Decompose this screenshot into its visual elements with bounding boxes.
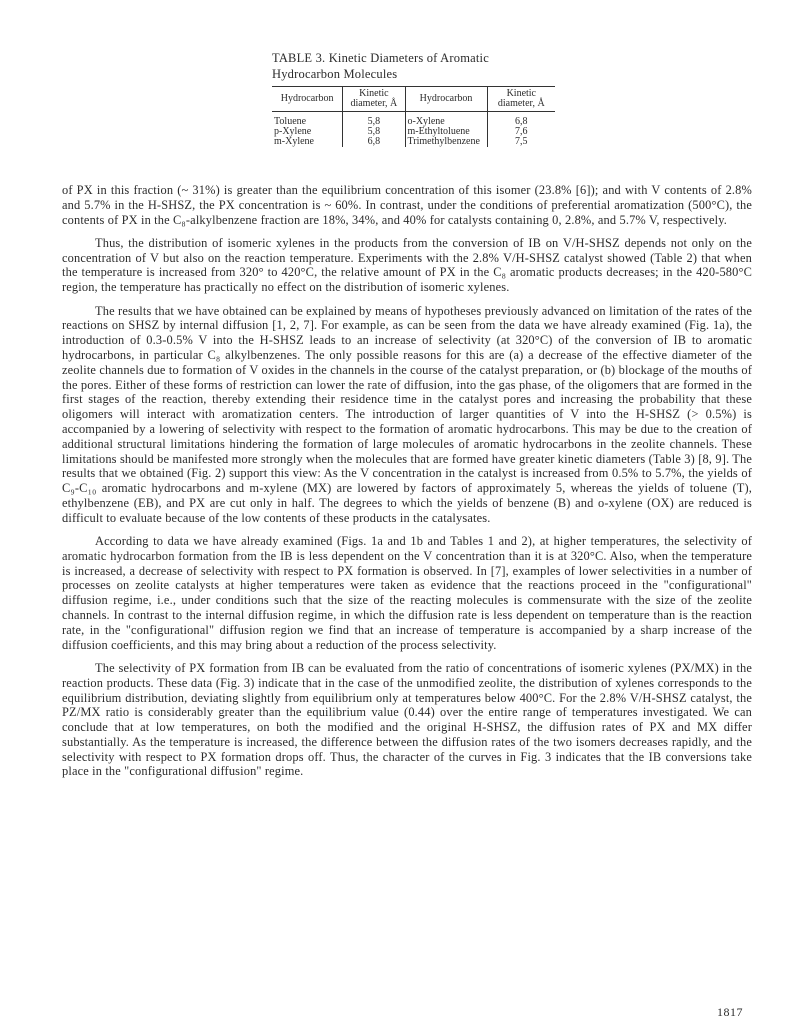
table-cell: 6,8 xyxy=(487,112,555,128)
column-header: Hydrocarbon xyxy=(280,93,334,104)
paragraph: of PX in this fraction (~ 31%) is greater than the equilibrium concentration of this isomer (23.8% [6]); and with V contents of 2.8% and 5.7% in the H-SHSZ, the PX concentration is ~ 60%. In contrast, under the conditions of preferential aromatization (500°C), the contents of PX in the C₈-alkylbenzene fraction are 18%, 34%, and 40% for catalysts containing 0, 2.8%, and 5.7% V, respectively. xyxy=(62,183,752,227)
kinetic-diameter-table xyxy=(272,86,555,147)
table-cell: 5,8 xyxy=(343,127,405,137)
table-row xyxy=(272,137,555,147)
table-caption-line: TABLE 3. Kinetic Diameters of Aromatic xyxy=(272,51,489,65)
table-cell: o-Xylene xyxy=(405,112,487,128)
table-cell: 6,8 xyxy=(343,137,405,147)
table-header-row xyxy=(272,87,555,112)
table-row xyxy=(272,112,555,128)
table-caption xyxy=(272,50,555,82)
table-cell: p-Xylene xyxy=(274,126,312,137)
body-text xyxy=(62,183,752,788)
paragraph: According to data we have already examined (Figs. 1a and 1b and Tables 1 and 2), at higher temperatures, the selectivity of aromatic hydrocarbon formation from the IB is less dependent on the V concentration than it is at 320°C. Also, when the temperature is increased, a decrease of selectivity with respect to PX formation is observed. In [7], examples of lower selectivities in a number of processes on zeolite catalysts at higher temperatures were taken as evidence that the reactions proceed in the "configurational" diffusion regime, i.e., under conditions such that the size of the reacting molecules is commensurate with the size of the zeolite channels. In contrast to the internal diffusion regime, in which the diffusion rate is less dependent on temperature than is the reaction rate, in the "configurational" diffusion region we find that an increase of temperature is accompanied by a sharp increase of the diffusion coefficients, and this may bring about a reduction of the process selectivity. xyxy=(62,534,752,652)
paragraph: The selectivity of PX formation from IB can be evaluated from the ratio of concentrations of isomeric xylenes (PX/MX) in the reaction products. These data (Fig. 3) indicate that in the case of the unmodified zeolite, the distribution of xylenes corresponds to the equilibrium distribution, deviating slightly from equilibrium only at temperatures below 400°C. For the 2.8% V/H-SHSZ catalyst, the PZ/MX ratio is considerably greater than the equilibrium value (0.44) over the entire range of temperatures investigated. We can conclude that at low temperatures, on both the modified and the original H-SHSZ, the diffusion rates of PX and MX differ substantially. As the temperature is increased, the difference between the diffusion rates of the two isomers decreases rapidly, and the selectivity with respect to PX formation drops off. Thus, the character of the curves in Fig. 3 indicates that the IB conversions take place in the "configurational diffusion" regime. xyxy=(62,660,752,779)
table-cell: 5,8 xyxy=(343,112,405,128)
table-cell: 7,5 xyxy=(487,137,555,147)
table-caption-line: Hydrocarbon Molecules xyxy=(272,67,398,81)
column-header: Kinetic diameter, Å xyxy=(487,87,555,112)
page-number: 1817 xyxy=(717,1005,743,1019)
table-cell: m-Xylene xyxy=(274,136,314,147)
column-header: Hydrocarbon xyxy=(405,87,487,112)
paragraph: The results that we have obtained can be explained by means of hypotheses previously advanced on limitation of the rates of the reactions on SHSZ by internal diffusion [1, 2, 7]. For example, as can be seen from the data we have already examined (Fig. 1a), the introduction of 0.3-0.5% V into the H-SHSZ leads to an increase of selectivity (at 320°C) of the conversion of IB to aromatic hydrocarbons, in particular C₈ alkylbenzenes. The only possible reasons for this are (a) a decrease of the effective diameter of the zeolite channels due to formation of V oxides in the channels in the course of the catalyst preparation, or (b) blockage of the mouths of the pores. Either of these forms of restriction can lower the rate of diffusion, into the gas phase, of the oligomers that are formed in the first stages of the reaction, thereby extending their residence time in the catalyst pores and increasing the probability that these oligomers will interact with aromatization centers. The introduction of larger quantities of V into the H-SHSZ (> 0.5%) is accompanied by a lowering of selectivity with respect to the formation of aromatic hydrocarbons. This may be due to the creation of additional structural limitations hindering the formation of large molecules of aromatic hydrocarbons in the zeolite channels. These limitations should be manifested more strongly when the molecules that are formed have greater kinetic diameters (Table 3) [8, 9]. The results that we obtained (Fig. 2) support this view: As the V concentration in the catalyst is increased from 0.5% to 5.7%, the yields of C₉-C₁₀ aromatic hydrocarbons and m-xylene (MX) are lowered by factors of approximately 5, whereas the yields of toluene (T), ethylbenzene (EB), and PX are cut only in half. The degrees to which the yields of benzene (B) and o-xylene (OX) are reduced is difficult to evaluate because of the low contents of these products in the catalysates. xyxy=(62,303,752,525)
table-cell: 7,6 xyxy=(487,127,555,137)
column-header: Kinetic diameter, Å xyxy=(343,87,405,112)
paragraph: Thus, the distribution of isomeric xylenes in the products from the conversion of IB on V/H-SHSZ depends not only on the concentration of V but also on the reaction temperature. Experiments with the 2.8% V/H-SHSZ catalyst showed (Table 2) that when the temperature is increased from 320° to 420°C, the relative amount of PX in the C₈ aromatic products decreases; in the 420-580°C region, the temperature has practically no effect on the distribution of isomeric xylenes. xyxy=(62,235,752,295)
table-cell: Trimethylbenzene xyxy=(405,137,487,147)
table-cell: m-Ethyltoluene xyxy=(405,127,487,137)
table-cell: Toluene xyxy=(274,116,307,127)
table-3 xyxy=(272,50,555,147)
